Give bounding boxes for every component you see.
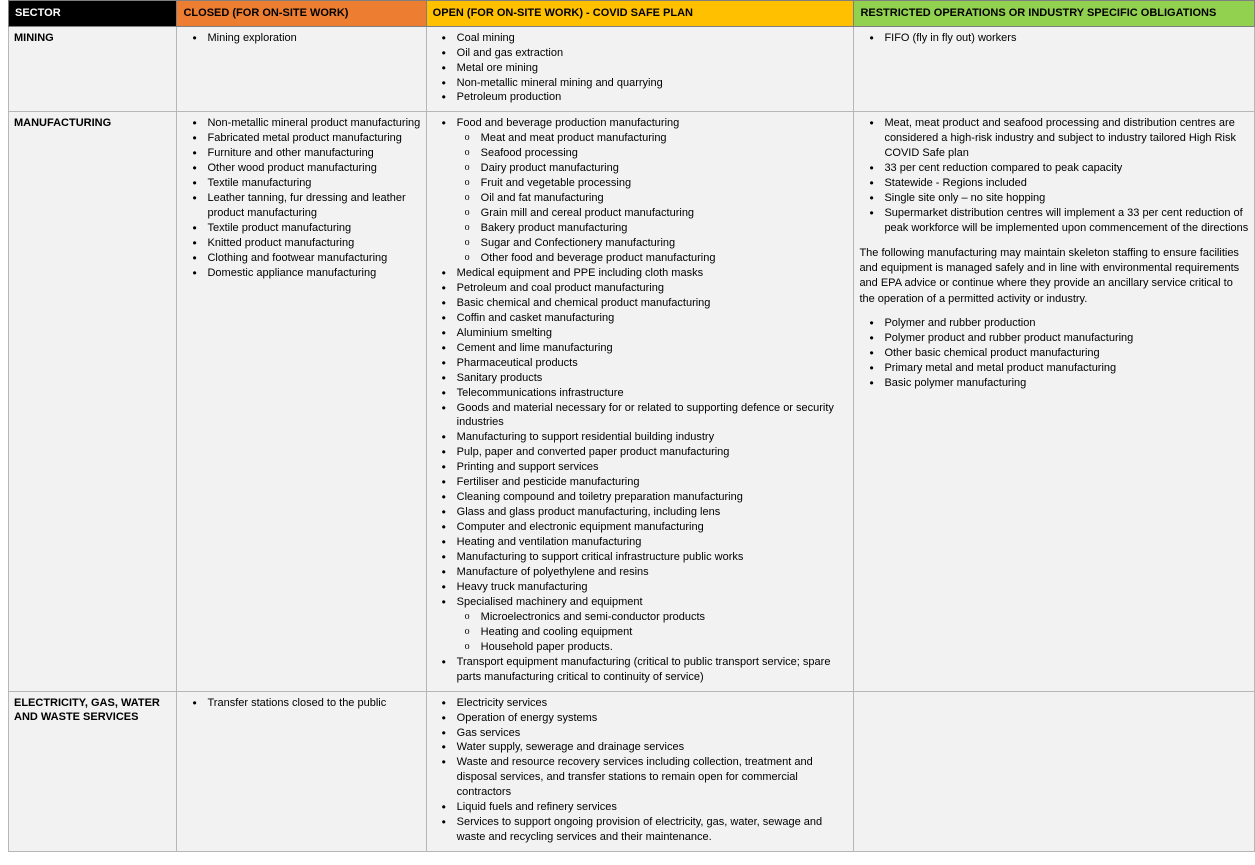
restricted-operations-cell [854, 691, 1255, 852]
list-item: • Non-metallic mineral mining and quarrying [432, 76, 849, 91]
table-row [9, 691, 1255, 852]
list-item: • Furniture and other manufacturing [182, 146, 420, 161]
list-item-label: Heavy truck manufacturing [456, 580, 588, 593]
bullet-list [432, 696, 849, 846]
list-item [432, 281, 849, 296]
list-item [432, 356, 849, 371]
open-activities-cell [426, 112, 854, 691]
list-item: • FIFO (fly in fly out) workers [859, 31, 1249, 46]
list-item [432, 326, 849, 341]
sub-list-item: o Oil and fat manufacturing [457, 191, 849, 206]
sector-restrictions-table [8, 0, 1255, 852]
bullet-list [182, 116, 420, 280]
table-row [9, 112, 1255, 691]
list-item [432, 595, 849, 655]
open-activities-cell [426, 26, 854, 112]
table-body [9, 26, 1255, 852]
list-item [432, 430, 849, 445]
closed-activities-cell [177, 691, 426, 852]
sub-list-item: o Other food and beverage product manufacturing [457, 251, 849, 266]
bullet-list [859, 31, 1249, 46]
sub-list-item: o Grain mill and cereal product manufacturing [457, 206, 849, 221]
list-item: • Fabricated metal product manufacturing [182, 131, 420, 146]
sub-list-item: o Microelectronics and semi-conductor products [457, 610, 849, 625]
header-row [9, 1, 1255, 27]
list-item: • Metal ore mining [432, 61, 849, 76]
list-item: • Other wood product manufacturing [182, 161, 420, 176]
list-item [432, 475, 849, 490]
list-item: • 33 per cent reduction compared to peak capacity [859, 161, 1249, 176]
list-item: • Petroleum production [432, 90, 849, 105]
list-item: • Services to support ongoing provision of electricity, gas, water, sewage and waste and recycling services and their maintenance. [432, 815, 849, 845]
list-item: • Water supply, sewerage and drainage services [432, 740, 849, 755]
list-item: • Transfer stations closed to the public [182, 696, 420, 711]
bullet-list [432, 116, 849, 684]
list-item: • Single site only – no site hopping [859, 191, 1249, 206]
table-row [9, 26, 1255, 112]
sub-list-item: o Fruit and vegetable processing [457, 176, 849, 191]
list-item-label: Petroleum and coal product manufacturing [456, 281, 664, 294]
list-item [432, 311, 849, 326]
list-item [432, 341, 849, 356]
list-item: • Basic polymer manufacturing [859, 376, 1249, 391]
list-item: • Mining exploration [182, 31, 420, 46]
list-item: • Knitted product manufacturing [182, 236, 420, 251]
restricted-operations-cell [854, 26, 1255, 112]
list-item [432, 580, 849, 595]
closed-activities-cell [177, 112, 426, 691]
list-item [432, 401, 849, 431]
sub-list-item: o Dairy product manufacturing [457, 161, 849, 176]
list-item-label: Telecommunications infrastructure [456, 386, 624, 399]
list-item: • Textile product manufacturing [182, 221, 420, 236]
list-item: • Other basic chemical product manufacturing [859, 346, 1249, 361]
list-item-label: Specialised machinery and equipment [456, 595, 643, 608]
column-header-closed: CLOSED (FOR ON-SITE WORK) [177, 1, 426, 27]
list-item-label: Manufacturing to support residential building industry [456, 431, 715, 444]
list-item-label: Aluminium smelting [456, 326, 553, 339]
list-item: • Meat, meat product and seafood processing and distribution centres are considered a high-risk industry and subject to industry tailored High Risk COVID Safe plan [859, 116, 1249, 161]
list-item: • Polymer product and rubber product manufacturing [859, 331, 1249, 346]
column-header-sector: SECTOR [9, 1, 177, 27]
list-item [432, 550, 849, 565]
list-item: • Statewide - Regions included [859, 176, 1249, 191]
list-item [432, 116, 849, 266]
sub-list-item: o Heating and cooling equipment [457, 625, 849, 640]
list-item [432, 655, 849, 685]
list-item: • Domestic appliance manufacturing [182, 266, 420, 281]
list-item: • Electricity services [432, 696, 849, 711]
bullet-list [182, 696, 420, 711]
open-activities-cell [426, 691, 854, 852]
list-item: • Supermarket distribution centres will implement a 33 per cent reduction of peak workforce will be implemented upon commencement of the directions [859, 206, 1249, 236]
list-item: • Polymer and rubber production [859, 316, 1249, 331]
list-item-label: Pharmaceutical products [456, 356, 578, 369]
list-item: • Oil and gas extraction [432, 46, 849, 61]
list-item-label: Heating and ventilation manufacturing [456, 536, 642, 549]
list-item [432, 565, 849, 580]
list-item: • Operation of energy systems [432, 711, 849, 726]
sub-list-item: o Bakery product manufacturing [457, 221, 849, 236]
list-item-label: Sanitary products [456, 371, 543, 384]
list-item: • Non-metallic mineral product manufacturing [182, 116, 420, 131]
column-header-open: OPEN (FOR ON-SITE WORK) - COVID SAFE PLAN [426, 1, 854, 27]
list-item [432, 520, 849, 535]
restricted-note: The following manufacturing may maintain skeleton staffing to ensure facilities and equipment is managed safely and in line with environmental requirements and EPA advice or continue where they provide an ancillary service critical to the operation of a permitted activity or industry. [859, 247, 1240, 305]
list-item: • Coal mining [432, 31, 849, 46]
list-item-label: Goods and material necessary for or related to supporting defence or security industries [456, 401, 834, 429]
list-item: • Textile manufacturing [182, 176, 420, 191]
list-item-label: Coffin and casket manufacturing [456, 311, 615, 324]
list-item: • Liquid fuels and refinery services [432, 800, 849, 815]
list-item [432, 371, 849, 386]
list-item: • Clothing and footwear manufacturing [182, 251, 420, 266]
list-item-label: Fertiliser and pesticide manufacturing [456, 476, 640, 489]
list-item-label: Computer and electronic equipment manufacturing [456, 521, 704, 534]
list-item-label: Glass and glass product manufacturing, including lens [456, 506, 721, 519]
sub-list-item: o Meat and meat product manufacturing [457, 131, 849, 146]
list-item: • Gas services [432, 726, 849, 741]
list-item-label: Cleaning compound and toiletry preparation manufacturing [456, 491, 743, 504]
list-item-label: Cement and lime manufacturing [456, 341, 613, 354]
list-item-label: Printing and support services [456, 461, 599, 474]
sector-name-cell: MANUFACTURING [9, 112, 177, 691]
column-header-restricted: RESTRICTED OPERATIONS OR INDUSTRY SPECIFIC OBLIGATIONS [854, 1, 1255, 27]
list-item [432, 386, 849, 401]
sub-list-item: o Household paper products. [457, 640, 849, 655]
table-header [9, 1, 1255, 27]
list-item-label: Medical equipment and PPE including cloth masks [456, 266, 704, 279]
sector-name-cell: MINING [9, 26, 177, 112]
sub-list-item: o Sugar and Confectionery manufacturing [457, 236, 849, 251]
list-item: • Primary metal and metal product manufacturing [859, 361, 1249, 376]
list-item [432, 490, 849, 505]
list-item-label: Transport equipment manufacturing (critical to public transport service; spare parts manufacturing critical to continuity of service) [456, 655, 831, 683]
list-item-label: Manufacture of polyethylene and resins [456, 566, 649, 578]
list-item: • Waste and resource recovery services including collection, treatment and disposal services, and transfer stations to remain open for commercial contractors [432, 755, 849, 800]
bullet-list [432, 31, 849, 106]
sector-name-cell: ELECTRICITY, GAS, WATER AND WASTE SERVICES [9, 691, 177, 852]
list-item [432, 505, 849, 520]
restricted-operations-cell [854, 112, 1255, 691]
list-item [432, 460, 849, 475]
sub-bullet-list [457, 131, 849, 266]
sub-bullet-list [457, 610, 849, 655]
bullet-list [182, 31, 420, 46]
sub-list-item: o Seafood processing [457, 146, 849, 161]
list-item [432, 535, 849, 550]
bullet-list [859, 116, 1249, 236]
list-item-label: Food and beverage production manufacturing [456, 117, 680, 130]
list-item-label: Manufacturing to support critical infrastructure public works [456, 551, 744, 564]
list-item: • Leather tanning, fur dressing and leather product manufacturing [182, 191, 420, 221]
list-item [432, 445, 849, 460]
list-item [432, 296, 849, 311]
list-item-label: Basic chemical and chemical product manufacturing [456, 296, 711, 309]
closed-activities-cell [177, 26, 426, 112]
list-item-label: Pulp, paper and converted paper product manufacturing [456, 446, 730, 459]
bullet-list [859, 316, 1249, 391]
list-item [432, 266, 849, 281]
